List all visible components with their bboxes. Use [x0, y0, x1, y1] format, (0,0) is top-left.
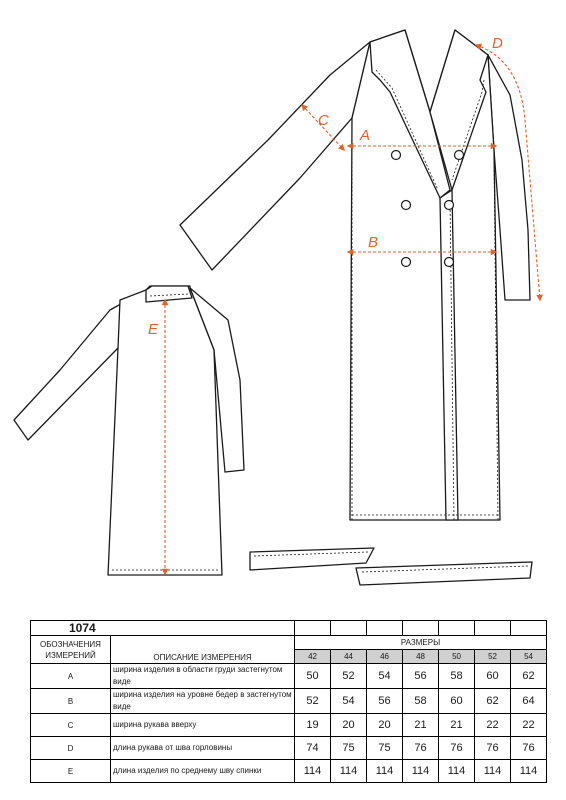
measure-value: 62 [511, 664, 547, 689]
model-number: 1074 [31, 621, 295, 636]
code-column-header: ОБОЗНАЧЕНИЯ ИЗМЕРЕНИЙ [31, 636, 111, 664]
measure-value: 75 [331, 737, 367, 760]
measure-label-b: B [368, 234, 379, 251]
belt [250, 548, 532, 585]
measure-value: 22 [511, 714, 547, 737]
measure-value: 56 [367, 689, 403, 714]
measure-value: 76 [439, 737, 475, 760]
measure-label-a: A [360, 127, 371, 144]
measure-value: 58 [439, 664, 475, 689]
table-row [31, 714, 547, 737]
measure-value: 54 [331, 689, 367, 714]
measure-value: 52 [295, 689, 331, 714]
measure-value: 58 [403, 689, 439, 714]
measure-value: 64 [511, 689, 547, 714]
button [455, 151, 464, 160]
size-header-cell: 54 [511, 650, 547, 664]
measure-description: длина изделия по среднему шву спинки [111, 760, 295, 783]
measure-value: 114 [295, 760, 331, 783]
measure-value: 60 [439, 689, 475, 714]
header-row [31, 636, 547, 650]
button [402, 258, 411, 267]
table-row [31, 689, 547, 714]
measure-value: 22 [475, 714, 511, 737]
button [392, 151, 401, 160]
measure-code: A [31, 664, 111, 689]
size-header-cell: 50 [439, 650, 475, 664]
measure-value: 76 [475, 737, 511, 760]
measure-value: 62 [475, 689, 511, 714]
measure-value: 75 [367, 737, 403, 760]
measure-value: 76 [511, 737, 547, 760]
description-column-header: ОПИСАНИЕ ИЗМЕРЕНИЯ [111, 636, 295, 664]
measure-value: 114 [475, 760, 511, 783]
measure-description: длина рукава от шва горловины [111, 737, 295, 760]
measure-value: 60 [475, 664, 511, 689]
belt-strip [250, 548, 374, 570]
measure-value: 114 [511, 760, 547, 783]
measure-value: 54 [367, 664, 403, 689]
measure-label-c: C [318, 112, 329, 129]
measure-value: 20 [367, 714, 403, 737]
measure-value: 114 [367, 760, 403, 783]
button [402, 201, 411, 210]
size-header-cell: 48 [403, 650, 439, 664]
measure-value: 20 [331, 714, 367, 737]
size-header-cell: 42 [295, 650, 331, 664]
table-row [31, 737, 547, 760]
front-left-sleeve [180, 42, 370, 270]
size-header-cell: 46 [367, 650, 403, 664]
size-chart-table [30, 620, 547, 783]
measure-code: E [31, 760, 111, 783]
button [445, 258, 454, 267]
size-header-cell: 52 [475, 650, 511, 664]
measure-value: 19 [295, 714, 331, 737]
measure-value: 74 [295, 737, 331, 760]
measure-code: D [31, 737, 111, 760]
measure-value: 50 [295, 664, 331, 689]
measure-label-e: E [148, 321, 159, 338]
measure-value: 56 [403, 664, 439, 689]
measure-code: C [31, 714, 111, 737]
measure-value: 114 [403, 760, 439, 783]
size-header-cell: 44 [331, 650, 367, 664]
model-row [31, 621, 547, 636]
measure-value: 76 [403, 737, 439, 760]
sizes-header: РАЗМЕРЫ [295, 636, 547, 650]
measure-description: ширина изделия в области груди застегнутом виде [111, 664, 295, 689]
measure-value: 52 [331, 664, 367, 689]
measure-value: 114 [439, 760, 475, 783]
measure-value: 21 [439, 714, 475, 737]
table-row [31, 664, 547, 689]
coat-back-view [14, 286, 244, 575]
measure-code: B [31, 689, 111, 714]
button [445, 201, 454, 210]
measure-value: 114 [331, 760, 367, 783]
measure-label-d: D [492, 35, 503, 52]
belt-strip [356, 562, 532, 585]
measure-value: 21 [403, 714, 439, 737]
measure-description: ширина рукава вверху [111, 714, 295, 737]
table-row [31, 760, 547, 783]
measure-description: ширина изделия на уровне бедер в застегнутом виде [111, 689, 295, 714]
